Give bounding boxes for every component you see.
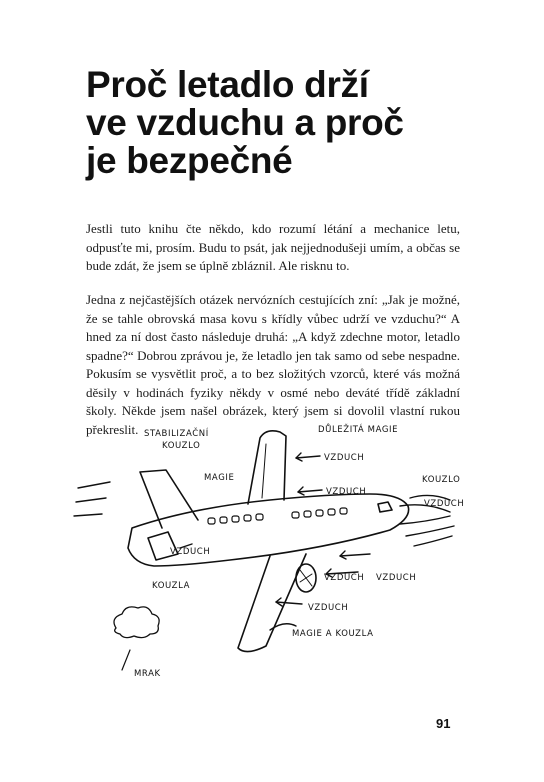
tail-fin <box>140 470 198 528</box>
paragraph-question: Jedna z nejčastějších otázek nervózních cestujících zní: „Jak je možné, že se tahle obrovská masa kovu s křídly vůbec udrží ve vzduchu?“ A hned za ní dost často následuje druhá: „A když zdechne motor, letadlo spadne?“ Dobrou zprávou je, že letadlo jen tak samo od sebe nespadne. Pokusím se vysvětlit proč, a to bez složitých vzorců, které vás možná děsily v hodinách fyziky někdy v osmé nebo deváté třídě základní školy. Někde jsem našel obrázek, který jsem si dovolil vlastní rukou překreslit. <box>86 292 460 437</box>
label-vzduch-top: VZDUCH <box>324 453 365 463</box>
label-dulezita-magie: DŮLEŽITÁ MAGIE <box>318 425 399 435</box>
chapter-title <box>86 66 486 180</box>
paragraph-intro: Jestli tuto knihu čte někdo, kdo rozumí létání a mechanice letu, odpusťte mi, prosím. Budu to psát, jak nejjednodušeji umím, a občas se bude zdát, že jsem se úplně zbláznil. Ale risknu to. <box>86 221 460 273</box>
label-vzduch-wing: VZDUCH <box>308 603 349 613</box>
page-number: 91 <box>436 716 451 731</box>
label-kouzlo-right: KOUZLO <box>422 475 461 485</box>
label-magie-a-kouzla: MAGIE A KOUZLA <box>292 629 374 639</box>
label-vzduch-tail: VZDUCH <box>170 547 211 557</box>
cockpit-window <box>378 502 392 512</box>
label-stabilizacni: STABILIZAČNÍ <box>144 429 209 439</box>
label-vzduch-right2: VZDUCH <box>424 499 465 509</box>
label-vzduch-right1: VZDUCH <box>326 487 367 497</box>
window-row <box>208 508 347 524</box>
label-kouzlo-small: KOUZLO <box>162 441 201 451</box>
cloud <box>114 607 159 638</box>
airplane-sketch <box>70 420 470 700</box>
speed-lines <box>74 482 110 516</box>
title-line-3: je bezpečné <box>86 140 293 181</box>
label-vzduch-engine2: VZDUCH <box>376 573 417 583</box>
label-vzduch-engine1: VZDUCH <box>324 573 365 583</box>
upper-wing <box>248 431 286 504</box>
label-magie: MAGIE <box>204 473 235 483</box>
title-line-1: Proč letadlo drží <box>86 64 369 105</box>
title-line-2: ve vzduchu a proč <box>86 102 404 143</box>
label-kouzla: KOUZLA <box>152 581 191 591</box>
label-mrak: MRAK <box>134 669 161 679</box>
airplane-illustration <box>70 420 470 700</box>
